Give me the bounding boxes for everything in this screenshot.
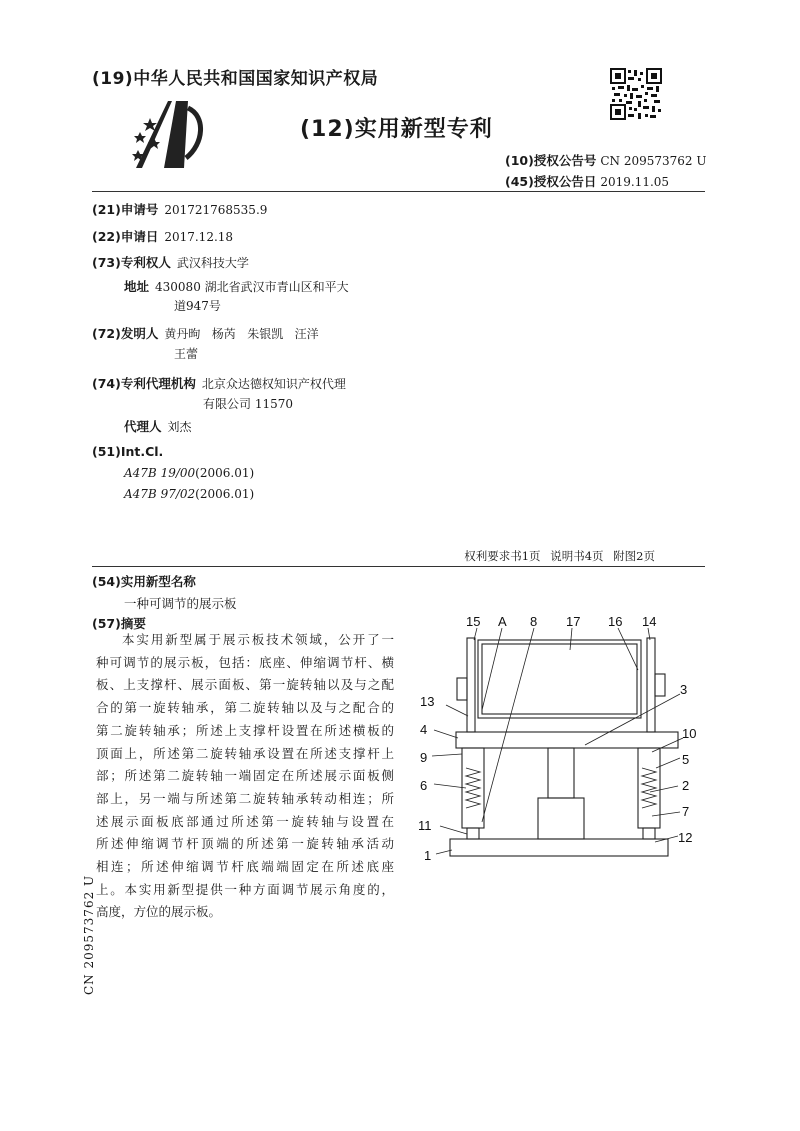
drawing-label-9: 9	[420, 750, 428, 765]
ipc-class-1-version: (2006.01)	[195, 466, 255, 480]
abstract-line: 本实用新型属于展示板技术领域，公开了一	[122, 632, 394, 647]
drawing-label-4: 4	[420, 722, 428, 737]
ipc-class-1	[124, 466, 254, 480]
cnipa-logo	[128, 98, 208, 177]
application-date	[92, 227, 233, 245]
abstract-line: 合的第一旋转轴承，第二旋转轴以及与之配合的	[96, 700, 394, 716]
ipc-class-2-version: (2006.01)	[195, 487, 255, 501]
publication-date-label: (45)授权公告日	[505, 174, 597, 189]
abstract-line: 顶面上，所述第二旋转轴承设置在所述支撑杆上	[96, 745, 394, 761]
drawing-label-11: 11	[418, 818, 432, 833]
patentee-value: 武汉科技大学	[176, 256, 249, 270]
abstract-line: 述展示面板底部通过所述第一旋转轴与设置在	[96, 813, 394, 829]
drawing-label-17: 17	[566, 614, 581, 629]
drawing-right-spring	[642, 768, 656, 808]
publication-number-value: CN 209573762 U	[600, 154, 707, 168]
drawing-label-1: 1	[424, 848, 432, 863]
drawing-label-13: 13	[420, 694, 435, 709]
drawing-left-bearing	[457, 678, 467, 700]
drawing-base	[450, 839, 668, 856]
ipc-class-2	[124, 487, 254, 501]
drawing-central-column	[548, 748, 574, 798]
abstract-drawing	[410, 610, 710, 869]
publication-date-value: 2019.11.05	[600, 175, 670, 189]
document-type: (12)实用新型专利	[300, 117, 493, 142]
address-label: 地址	[124, 279, 150, 294]
agent-value: 刘杰	[167, 420, 192, 434]
application-date-label: (22)申请日	[92, 229, 159, 244]
drawing-label-a: A	[498, 614, 507, 629]
abstract-line: 种可调节的展示板，包括：底座、伸缩调节杆、横	[96, 654, 394, 670]
drawing-left-spring	[466, 768, 480, 808]
agent	[124, 417, 192, 435]
drawing-display-panel-inner	[482, 644, 637, 714]
application-number-label: (21)申请号	[92, 202, 159, 217]
ipc-class-2-code: A47B 97/02	[124, 487, 196, 501]
application-number-value: 201721768535.9	[164, 203, 268, 217]
drawing-label-5: 5	[682, 752, 690, 767]
publication-date	[505, 172, 669, 190]
abstract-line: 部；所述第二旋转轴一端固定在所述展示面板侧	[96, 768, 394, 784]
drawing-right-foot	[643, 828, 655, 839]
drawing-cross-plate	[456, 732, 678, 748]
abstract-line: 上。本实用新型提供一种方面调节展示角度的，	[96, 881, 394, 897]
drawing-label-6: 6	[420, 778, 428, 793]
abstract-line: 板、上支撑杆、展示面板、第一旋转轴以及与之配	[96, 677, 394, 693]
drawing-right-upper-rod	[647, 638, 655, 732]
drawing-left-upper-rod	[467, 638, 475, 732]
patentee	[92, 253, 249, 271]
patent-agency	[92, 374, 346, 392]
abstract-line: 高度，方位的展示板。	[96, 904, 222, 920]
pages-info: 权利要求书1页 说明书4页 附图2页	[464, 549, 655, 563]
utility-model-title: 一种可调节的展示板	[124, 596, 237, 611]
pages-rule	[92, 566, 705, 567]
title-section-label	[92, 572, 196, 590]
cnipa-logo-graphic	[128, 98, 208, 173]
qr-code	[610, 68, 662, 124]
patentee-label: (73)专利权人	[92, 255, 171, 270]
int-cl-label	[92, 444, 163, 459]
drawing-label-2: 2	[682, 778, 690, 793]
qr-code-graphic	[610, 68, 662, 120]
publication-number-label: (10)授权公告号	[505, 153, 597, 168]
abstract-body	[96, 629, 394, 924]
inventors-line-2: 王蕾	[174, 347, 199, 361]
header-rule	[92, 191, 705, 192]
application-date-value: 2017.12.18	[164, 230, 234, 244]
inventors	[92, 324, 319, 342]
display-board-drawing	[410, 610, 710, 865]
inventors-line-1: 黄丹昫 杨芮 朱银凯 汪洋	[164, 327, 319, 341]
patent-agency-line-1: 北京众达德权知识产权代理	[201, 377, 346, 391]
abstract-label-text: (57)摘要	[92, 616, 146, 631]
abstract-line: 相连；所述伸缩调节杆底端端固定在所述底座	[96, 859, 394, 875]
abstract-line: 所述伸缩调节杆顶端的所述第一旋转轴承活动	[96, 836, 394, 852]
drawing-label-7: 7	[682, 804, 690, 819]
drawing-left-foot	[467, 828, 479, 839]
abstract-line: 第二旋转轴承；所述上支撑杆设置在所述横板的	[96, 722, 394, 738]
side-publication-number: CN 209573762 U	[82, 874, 96, 995]
address-line-1: 430080 湖北省武汉市青山区和平大	[155, 280, 349, 294]
int-cl-label-text: (51)Int.Cl.	[92, 444, 164, 459]
office-title: (19)中华人民共和国国家知识产权局	[92, 69, 379, 89]
drawing-right-bearing	[655, 674, 665, 696]
drawing-label-8: 8	[530, 614, 538, 629]
drawing-label-3: 3	[680, 682, 688, 697]
drawing-display-panel	[478, 640, 641, 718]
abstract-line: 部上，另一端与所述第二旋转轴承转动相连；所	[96, 790, 394, 806]
patent-agency-line-2: 有限公司 11570	[203, 397, 293, 411]
address-line-2: 道947号	[174, 299, 221, 313]
drawing-label-15: 15	[466, 614, 481, 629]
title-section-label-text: (54)实用新型名称	[92, 574, 196, 589]
application-number	[92, 200, 267, 218]
inventors-label: (72)发明人	[92, 326, 159, 341]
drawing-label-14: 14	[642, 614, 657, 629]
agent-label: 代理人	[124, 419, 162, 434]
ipc-class-1-code: A47B 19/00	[124, 466, 196, 480]
address	[124, 277, 349, 295]
publication-number	[505, 151, 706, 169]
patent-agency-label: (74)专利代理机构	[92, 376, 196, 391]
drawing-label-12: 12	[678, 830, 693, 845]
drawing-label-16: 16	[608, 614, 623, 629]
drawing-central-block	[538, 798, 584, 839]
drawing-label-10: 10	[682, 726, 697, 741]
